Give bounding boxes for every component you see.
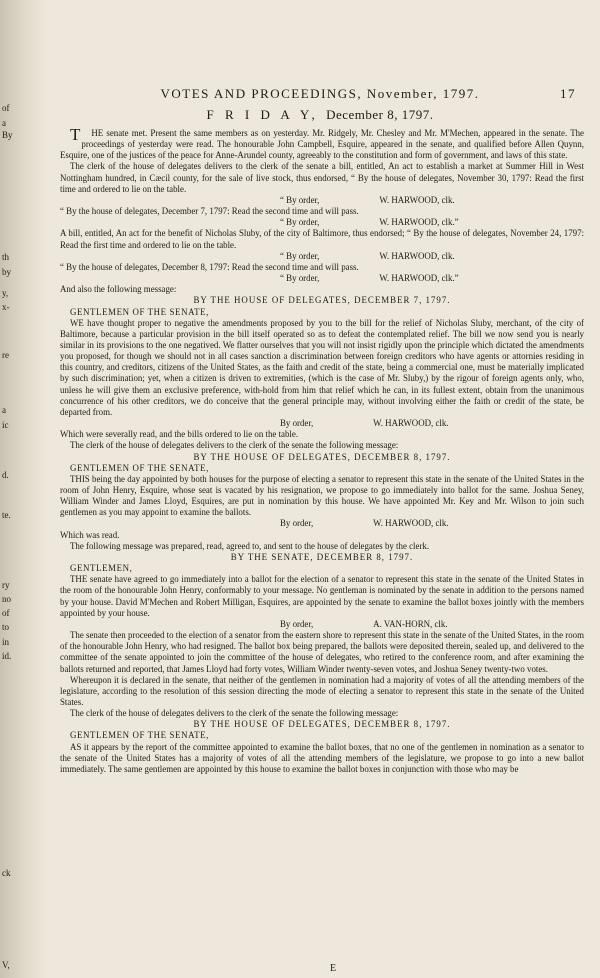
clerk-name: W. HARWOOD, clk.”	[379, 273, 459, 284]
order-signature	[60, 195, 584, 206]
clerk-name: W. HARWOOD, clk.	[379, 250, 455, 261]
journal-paragraph: WE have thought proper to negative the amendments proposed by you to the bill for the relief of Nicholas Sluby, merchant, of the city of Baltimore, because a particular provision in the bill itself operated so as to defeat the contemplated relief. The bill we now send you is nearly similar in its provisions to the one negatived. We flatter ourselves that you will not insist rigidly upon the principle which dictated the amendments you proposed, for though we should not in all cases sanction a discrimination between foreign creditors who have agents or attornies residing in this country, and creditors, citizens of the United States, as the faith and credit of the state, being a commercial one, must be materially implicated by such discrimination; yet, when a citizen is driven to extremities, (which is the case of Mr. Sluby,) by the rigour of foreign agents only, who, unless he will give them an exclusive preference, with-hold from him that relief which he can, in its fullest extent, obtain from the unanimous concurrence of his other creditors, we do conceive that the general principle may, without involving either the faith or credit of the state, be departed from.	[60, 317, 584, 417]
by-order-label: “ By order,	[280, 250, 320, 261]
gutter-mark: By	[2, 130, 13, 140]
gutter-mark: ck	[2, 868, 11, 878]
running-head-title: VOTES AND PROCEEDINGS, November, 1797.	[160, 86, 480, 101]
gutter-mark: re	[2, 350, 9, 360]
salutation: GENTLEMEN OF THE SENATE,	[70, 462, 209, 473]
order-signature	[60, 418, 584, 429]
journal-paragraph: THIS being the day appointed by both houses for the purpose of electing a senator to represent this state in the senate of the United States in the room of John Henry, Esquire, whose seat is vacated by his resignation, we propose to go immediately into ballot for the same. Joshua Seney, William Winder and James Lloyd, Esquires, are put in nomination by this house. We have appointed Mr. Key and Mr. Wilson to join such gentlemen as you may appoint to examine the ballots.	[60, 473, 584, 518]
message-heading: BY THE SENATE, DECEMBER 8, 1797.	[230, 551, 414, 562]
gutter-mark: in	[2, 637, 10, 647]
by-order-label: By order,	[280, 618, 314, 629]
journal-paragraph: The senate then proceeded to the election of a senator from the eastern shore to represent this state in the senate of the United States, in the room of the honourable John Henry, who had resigned. The ballot box being prepared, the ballots were deposited therein, sealed up, and delivered to the committee of the senate appointed to join the committee of the house of delegates, who retired to the conference room, and after examining the ballots returned and reported, that James Lloyd had forty votes, William Winder twenty-seven votes, and Joshua Seney twenty-two votes.	[60, 630, 584, 674]
journal-paragraph: Whereupon it is declared in the senate, that neither of the gentlemen in nomination had a majority of votes of all the attending members of the legislature, according to the resolution of this session directing the mode of electing a senator to represent this state in the senate of the United States.	[60, 674, 584, 707]
gutter-mark: te.	[2, 510, 11, 520]
by-order-label: “ By order,	[280, 194, 320, 205]
clerk-name: W. HARWOOD, clk.	[379, 194, 455, 205]
gutter-mark: to	[2, 622, 10, 632]
salutation: GENTLEMEN OF THE SENATE,	[70, 730, 209, 741]
journal-paragraph: The clerk of the house of delegates delivers to the clerk of the senate the following message:	[70, 708, 399, 719]
gutter-mark: x-	[2, 302, 10, 312]
journal-paragraph: THE senate met. Present the same members as on yesterday. Mr. Ridgely, Mr. Chesley and Mr. M'Mechen, appeared in the senate. The proceedings of yesterday were read. The honourable John Campbell, Esquire, appeared in the senate, and qualified before Allen Quynn, Esquire, one of the justices of the peace for Anne-Arundel county, agreeably to the constitution and form of government, and laws of this state.	[60, 125, 584, 161]
journal-paragraph: A bill, entitled, An act for the benefit of Nicholas Sluby, of the city of Baltimore, thus endorsed; “ By the house of delegates, November 24, 1797: Read the first time and ordered to lie on the table.	[60, 228, 584, 250]
journal-paragraph: The following message was prepared, read, agreed to, and sent to the house of delegates by the clerk.	[70, 540, 430, 551]
gutter-mark: no	[2, 594, 11, 604]
order-signature	[60, 619, 584, 630]
gutter-mark: ry	[2, 580, 10, 590]
clerk-name: W. HARWOOD, clk.	[373, 418, 449, 429]
journal-paragraph: The clerk of the house of delegates delivers to the clerk of the senate a bill, entitled, An act to establish a market at Summer Hill in West Nottingham hundred, in Cæcil county, for the sale of live stock, thus endorsed, “ By the house of delegates, November 30, 1797: Read the first time and ordered to lie on the table.	[60, 161, 584, 194]
journal-paragraph: Which was read.	[60, 529, 120, 540]
gutter-mark: V,	[2, 960, 10, 970]
order-signature	[60, 518, 584, 529]
order-signature	[60, 217, 584, 228]
gutter-mark: a	[2, 405, 6, 415]
journal-paragraph: The clerk of the house of delegates delivers to the clerk of the senate the following message:	[70, 440, 399, 451]
clerk-name: W. HARWOOD, clk.”	[379, 217, 459, 228]
binding-gutter	[0, 0, 46, 978]
salutation: GENTLEMEN,	[70, 563, 133, 574]
page-number: 17	[560, 86, 576, 101]
message-heading: BY THE HOUSE OF DELEGATES, DECEMBER 8, 1797.	[193, 719, 451, 730]
journal-paragraph: Which were severally read, and the bills ordered to lie on the table.	[60, 429, 299, 440]
clerk-name: W. HARWOOD, clk.	[373, 518, 449, 529]
order-signature	[60, 273, 584, 284]
gutter-mark: of	[2, 103, 10, 113]
gutter-mark: d.	[2, 470, 9, 480]
gutter-mark: of	[2, 608, 10, 618]
gutter-mark: th	[2, 252, 10, 262]
by-order-label: “ By order,	[280, 217, 320, 228]
signature-mark: E	[330, 963, 337, 974]
journal-paragraph: And also the following message:	[60, 284, 177, 295]
document-page	[50, 86, 590, 775]
journal-paragraph: “ By the house of delegates, December 8, 1797: Read the second time and will pass.	[60, 261, 359, 272]
salutation: GENTLEMEN OF THE SENATE,	[70, 306, 209, 317]
message-heading: BY THE HOUSE OF DELEGATES, DECEMBER 7, 1797.	[193, 295, 451, 306]
journal-paragraph: THE senate have agreed to go immediately into a ballot for the election of a senator to represent this state in the senate of the United States in the room of the honourable John Henry, conformably to your message. No gentleman is nominated by the senate in addition to the persons named by your house. David M'Mechen and Robert Milligan, Esquires, are appointed by the senate to examine the ballot boxes jointly with the members appointed by your house.	[60, 574, 584, 618]
by-order-label: By order,	[280, 518, 314, 529]
day-name: F R I D A Y,	[206, 107, 319, 122]
gutter-mark: ic	[2, 420, 9, 430]
gutter-mark: id.	[2, 651, 12, 661]
clerk-name: A. VAN-HORN, clk.	[373, 618, 448, 629]
by-order-label: By order,	[280, 418, 314, 429]
journal-paragraph: AS it appears by the report of the committee appointed to examine the ballot boxes, that no one of the gentlemen in nomination as a senator to the senate of the United States has a majority of votes of all the attending members of the legislature, we propose to go into a new ballot immediately. The same gentlemen are appointed by this house to examine the ballot boxes in conjunction with those who may be	[60, 741, 584, 774]
message-heading: BY THE HOUSE OF DELEGATES, DECEMBER 8, 1797.	[193, 451, 451, 462]
gutter-mark: a	[2, 118, 6, 128]
day-heading	[50, 107, 590, 123]
gutter-mark: y,	[2, 288, 9, 298]
journal-body	[50, 125, 590, 775]
day-date: December 8, 1797.	[326, 107, 434, 122]
order-signature	[60, 251, 584, 262]
running-head	[50, 86, 590, 104]
journal-paragraph: “ By the house of delegates, December 7, 1797: Read the second time and will pass.	[60, 206, 359, 217]
by-order-label: “ By order,	[280, 273, 320, 284]
gutter-mark: by	[2, 267, 11, 277]
